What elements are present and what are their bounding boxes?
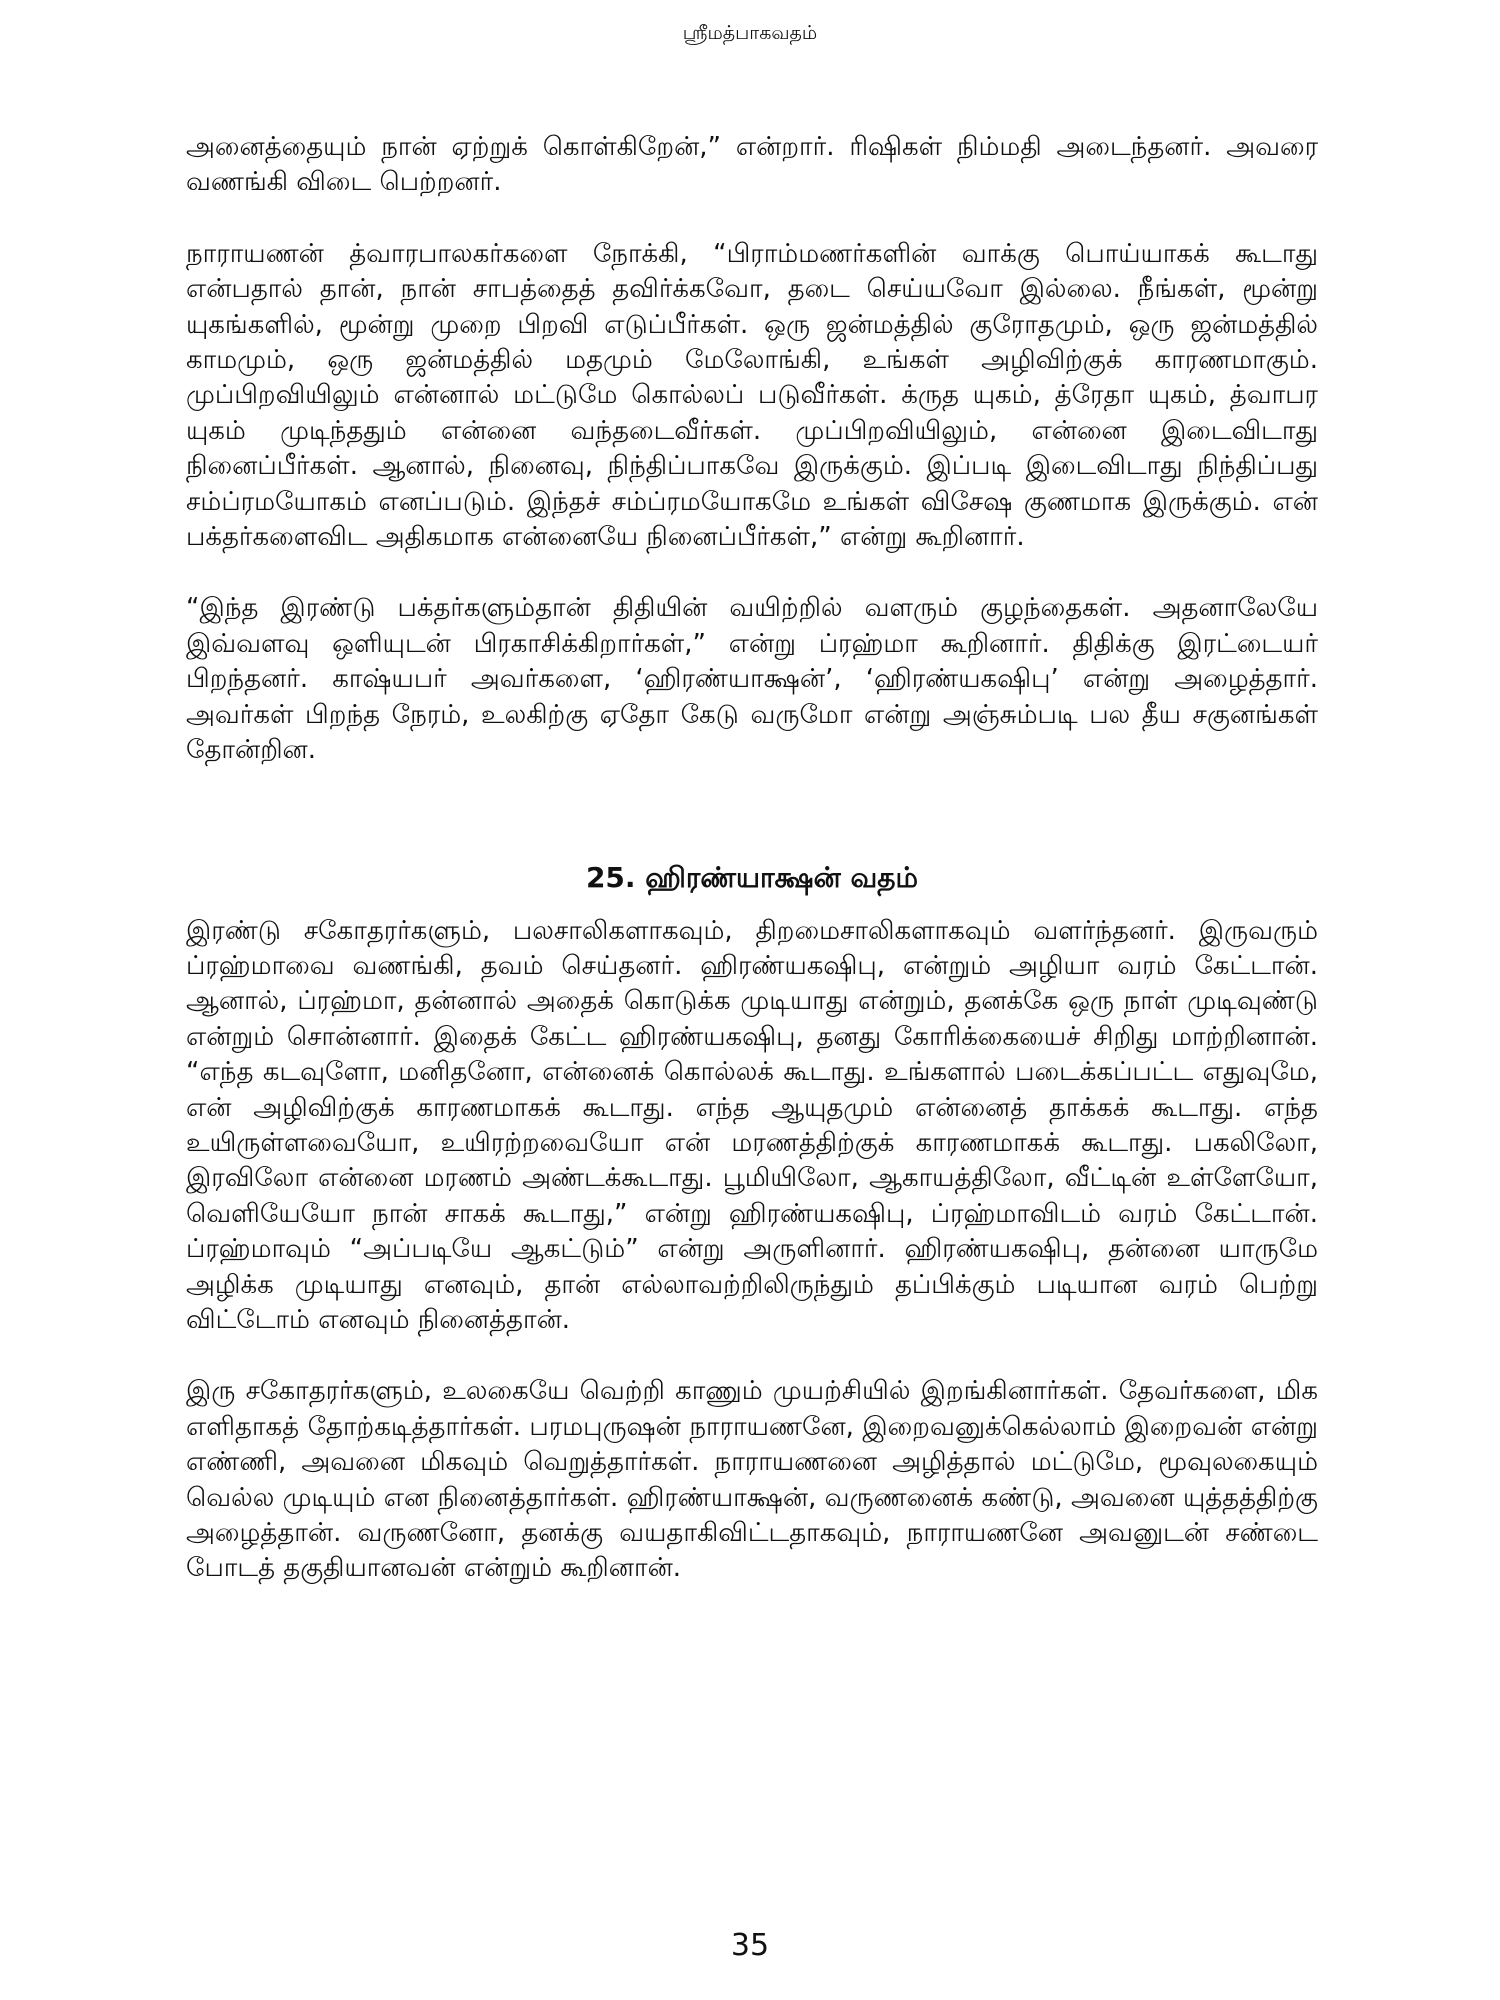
- paragraph-conquest: இரு சகோதரர்களும், உலகையே வெற்றி காணும் முயற்சியில் இறங்கினார்கள். தேவர்களை, மிக எளிதாகத் தோற்கடித்தார்கள். பரமபுருஷன் நாராயணனே, இறைவனுக்கெல்லாம் இறைவன் என்று எண்ணி, அவனை மிகவும் வெறுத்தார்கள். நாராயணனை அழித்தால் மட்டுமே, மூவுலகையும் வெல்ல முடியும் என நினைத்தார்கள். ஹிரண்யாக்ஷன், வருணனைக் கண்டு, அவனை யுத்தத்திற்கு அழைத்தான். வருணனோ, தனக்கு வயதாகிவிட்டதாகவும், நாராயணனே அவனுடன் சண்டை போடத் தகுதியானவன் என்றும் கூறினான்.: [186, 1376, 1318, 1584]
- running-header: ஸ்ரீமத்பாகவதம்: [682, 22, 818, 44]
- paragraph-narayana-speech: நாராயணன் த்வாரபாலகர்களை நோக்கி, “பிராம்மணர்களின் வாக்கு பொய்யாகக் கூடாது என்பதால் தான், நான் சாபத்தைத் தவிர்க்கவோ, தடை செய்யவோ இல்லை. நீங்கள், மூன்று யுகங்களில், மூன்று முறை பிறவி எடுப்பீர்கள். ஒரு ஜன்மத்தில் குரோதமும், ஒரு ஜன்மத்தில் காமமும், ஒரு ஜன்மத்தில் மதமும் மேலோங்கி, உங்கள் அழிவிற்குக் காரணமாகும். முப்பிறவியிலும் என்னால் மட்டுமே கொல்லப் படுவீர்கள். க்ருத யுகம், த்ரேதா யுகம், த்வாபர யுகம் முடிந்ததும் என்னை வந்தடைவீர்கள். முப்பிறவியிலும், என்னை இடைவிடாது நினைப்பீர்கள். ஆனால், நினைவு, நிந்திப்பாகவே இருக்கும். இப்படி இடைவிடாது நிந்திப்பது சம்ப்ரமயோகம் எனப்படும். இந்தச் சம்ப்ரமயோகமே உங்கள் விசேஷ குணமாக இருக்கும். என் பக்தர்களைவிட அதிகமாக என்னையே நினைப்பீர்கள்,” என்று கூறினார்.: [186, 238, 1318, 553]
- paragraph-rishis-content: அனைத்தையும் நான் ஏற்றுக் கொள்கிறேன்,” என்றார். ரிஷிகள் நிம்மதி அடைந்தனர். அவரை வணங்கி விடை பெற்றனர்.: [186, 132, 1318, 198]
- page-number: 35: [730, 1928, 770, 1963]
- paragraph-twins-birth: “இந்த இரண்டு பக்தர்களும்தான் திதியின் வயிற்றில் வளரும் குழந்தைகள். அதனாலேயே இவ்வளவு ஒளியுடன் பிரகாசிக்கிறார்கள்,” என்று ப்ரஹ்மா கூறினார். திதிக்கு இரட்டையர் பிறந்தனர். காஷ்யபர் அவர்களை, ‘ஹிரண்யாக்ஷன்’, ‘ஹிரண்யகஷிபு’ என்று அழைத்தார். அவர்கள் பிறந்த நேரம், உலகிற்கு ஏதோ கேடு வருமோ என்று அஞ்சும்படி பல தீய சகுனங்கள் தோன்றின.: [186, 593, 1318, 766]
- chapter-title: 25. ஹிரண்யாக்ஷன் வதம்: [585, 860, 919, 894]
- page-body: [186, 130, 1318, 1587]
- paragraph-boon-request: இரண்டு சகோதரர்களும், பலசாலிகளாகவும், திறமைசாலிகளாகவும் வளர்ந்தனர். இருவரும் ப்ரஹ்மாவை வணங்கி, தவம் செய்தனர். ஹிரண்யகஷிபு, என்றும் அழியா வரம் கேட்டான். ஆனால், ப்ரஹ்மா, தன்னால் அதைக் கொடுக்க முடியாது என்றும், தனக்கே ஒரு நாள் முடிவுண்டு என்றும் சொன்னார். இதைக் கேட்ட ஹிரண்யகஷிபு, தனது கோரிக்கையைச் சிறிது மாற்றினான். “எந்த கடவுளோ, மனிதனோ, என்னைக் கொல்லக் கூடாது. உங்களால் படைக்கப்பட்ட எதுவுமே, என் அழிவிற்குக் காரணமாகக் கூடாது. எந்த ஆயுதமும் என்னைத் தாக்கக் கூடாது. எந்த உயிருள்ளவையோ, உயிரற்றவையோ என் மரணத்திற்குக் காரணமாகக் கூடாது. பகலிலோ, இரவிலோ என்னை மரணம் அண்டக்கூடாது. பூமியிலோ, ஆகாயத்திலோ, வீட்டின் உள்ளேயோ, வெளியேயோ நான் சாகக் கூடாது,” என்று ஹிரண்யகஷிபு, ப்ரஹ்மாவிடம் வரம் கேட்டான். ப்ரஹ்மாவும் “அப்படியே ஆகட்டும்” என்று அருளினார். ஹிரண்யகஷிபு, தன்னை யாருமே அழிக்க முடியாது எனவும், தான் எல்லாவற்றிலிருந்தும் தப்பிக்கும் படியான வரம் பெற்று விட்டோம் எனவும் நினைத்தான்.: [186, 915, 1318, 1335]
